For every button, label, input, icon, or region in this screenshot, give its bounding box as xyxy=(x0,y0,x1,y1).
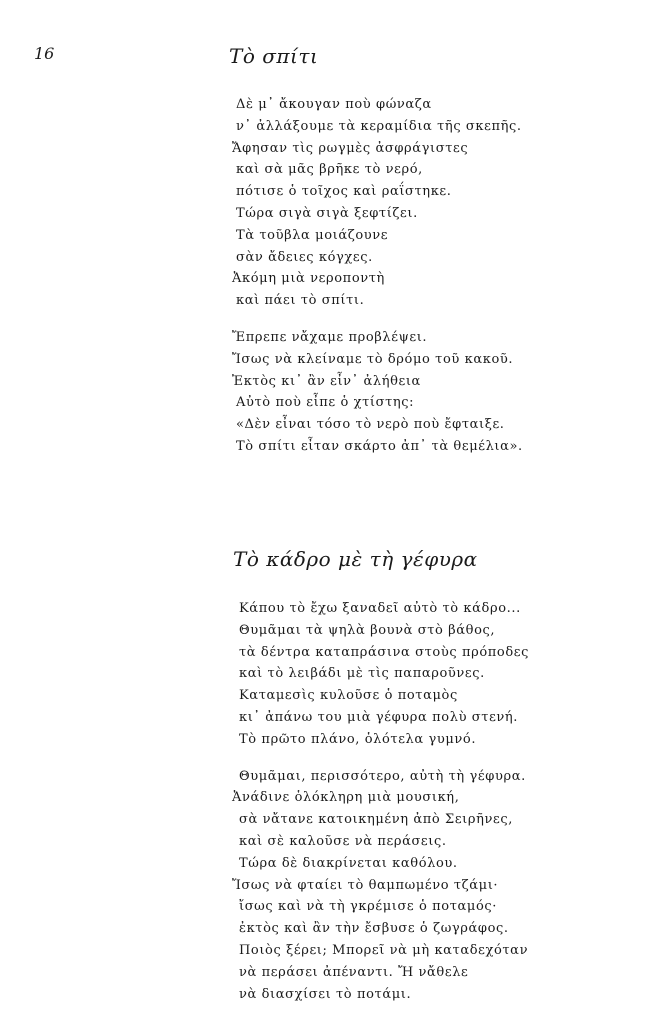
poem-line: Ἀνάδινε ὁλόκληρη μιὰ μουσική, xyxy=(232,790,460,806)
poem-line: σὰ νἄτανε κατοικημένη ἀπὸ Σειρῆνες, xyxy=(239,812,513,828)
poem-line: Θυμᾶμαι τὰ ψηλὰ βουνὰ στὸ βάθος, xyxy=(239,622,496,638)
poem-title-painting-bridge: Τὸ κάδρο μὲ τὴ γέφυρα xyxy=(233,547,478,571)
poem-line: Ἴσως νὰ κλείναμε τὸ δρόμο τοῦ κακοῦ. xyxy=(232,351,514,367)
stanza xyxy=(232,598,529,751)
poem-line: ἴσως καὶ νὰ τὴ γκρέμισε ὁ ποταμός· xyxy=(239,899,497,915)
stanza xyxy=(232,94,523,312)
poem-line: «Δὲν εἶναι τόσο τὸ νερὸ ποὺ ἔφταιξε. xyxy=(236,417,505,433)
poem-line: Ἴσως νὰ φταίει τὸ θαμπωμένο τζάμι· xyxy=(232,877,499,893)
poem-line: ν᾿ ἀλλάξουμε τὰ κεραμίδια τῆς σκεπῆς. xyxy=(236,118,522,134)
poem-line: Θυμᾶμαι, περισσότερο, αὐτὴ τὴ γέφυρα. xyxy=(239,768,526,784)
poem-line: Τὸ πρῶτο πλάνο, ὁλότελα γυμνό. xyxy=(239,731,477,747)
poem-line: νὰ περάσει ἀπέναντι. Ἤ νἄθελε xyxy=(239,964,469,980)
poem-line: Ἀκόμη μιὰ νεροποντὴ xyxy=(232,271,385,287)
poem-house xyxy=(232,94,523,458)
page-number: 16 xyxy=(34,44,55,63)
poem-line: Τώρα σιγὰ σιγὰ ξεφτίζει. xyxy=(236,205,418,221)
poem-line: Ἐκτὸς κι᾿ ἂν εἶν᾿ ἀλήθεια xyxy=(232,373,421,389)
poem-line: Αὐτὸ ποὺ εἶπε ὁ χτίστης: xyxy=(236,395,415,411)
poem-line: κι᾿ ἀπάνω του μιὰ γέφυρα πολὺ στενή. xyxy=(239,709,519,725)
poem-line: καὶ πάει τὸ σπίτι. xyxy=(236,293,365,309)
poem-line: Τὸ σπίτι εἶταν σκάρτο ἀπ᾿ τὰ θεμέλια». xyxy=(236,438,523,454)
stanza xyxy=(232,766,529,1006)
poem-line: Ἔπρεπε νἄχαμε προβλέψει. xyxy=(232,329,428,345)
poem-line: πότισε ὁ τοῖχος καὶ ραΐστηκε. xyxy=(236,184,452,200)
poem-line: τὰ δέντρα καταπράσινα στοὺς πρόποδες xyxy=(239,644,529,660)
poem-line: Ἄφησαν τὶς ρωγμὲς ἀσφράγιστες xyxy=(232,140,469,156)
poem-line: Τώρα δὲ διακρίνεται καθόλου. xyxy=(239,855,458,871)
poem-line: Δὲ μ᾿ ἄκουγαν ποὺ φώναζα xyxy=(236,97,432,112)
poem-title-house: Τὸ σπίτι xyxy=(229,44,319,68)
poem-line: ἐκτὸς καὶ ἂν τὴν ἔσβυσε ὁ ζωγράφος. xyxy=(239,921,509,937)
poem-line: καὶ σὲ καλοῦσε νὰ περάσεις. xyxy=(239,833,447,849)
poem-painting-bridge xyxy=(232,598,529,1005)
poem-line: Κάπου τὸ ἔχω ξαναδεῖ αὐτὸ τὸ κάδρο... xyxy=(239,601,521,616)
poem-line: Καταμεσὶς κυλοῦσε ὁ ποταμὸς xyxy=(239,688,458,704)
poem-line: νὰ διασχίσει τὸ ποτάμι. xyxy=(239,986,412,1002)
poem-line: καὶ σὰ μᾶς βρῆκε τὸ νερό, xyxy=(236,162,423,178)
poem-line: καὶ τὸ λειβάδι μὲ τὶς παπαροῦνες. xyxy=(239,666,485,682)
poem-line: σὰν ἄδειες κόγχες. xyxy=(236,249,373,265)
poem-line: Τὰ τοῦβλα μοιάζουνε xyxy=(236,227,389,243)
stanza xyxy=(232,327,523,458)
poem-line: Ποιὸς ξέρει; Μπορεῖ νὰ μὴ καταδεχόταν xyxy=(239,942,529,958)
